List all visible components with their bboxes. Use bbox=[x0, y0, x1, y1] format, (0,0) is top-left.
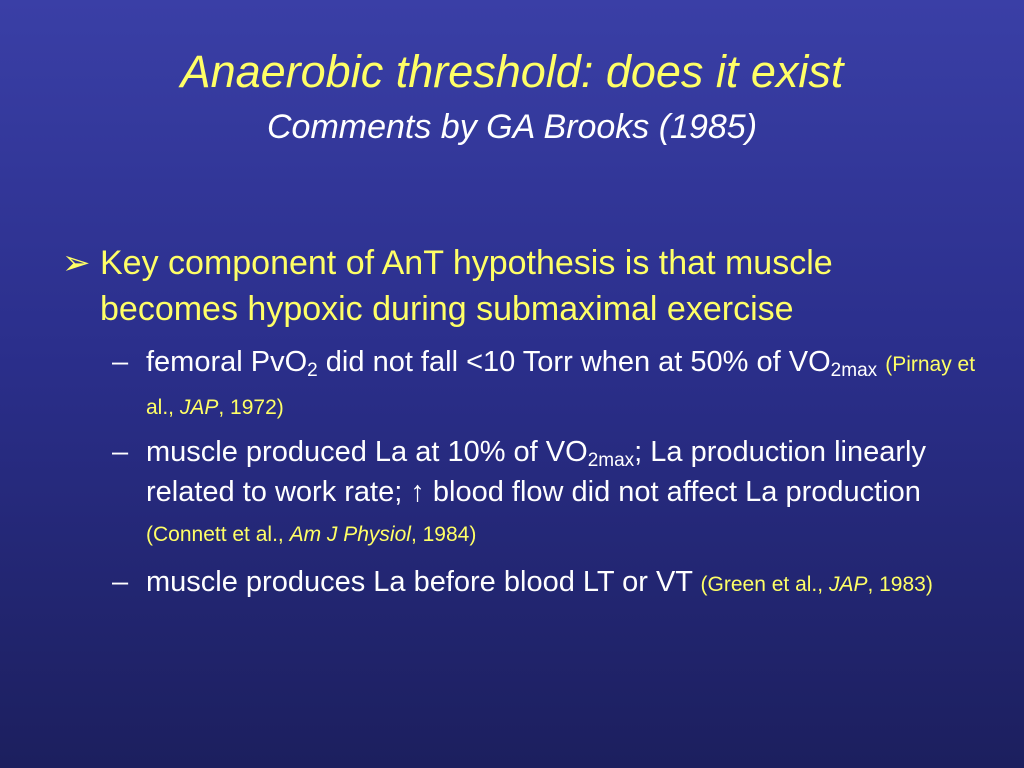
citation-journal: JAP bbox=[828, 573, 868, 596]
citation-text: , 1984) bbox=[410, 523, 477, 546]
citation-journal: Am J Physiol bbox=[289, 523, 411, 546]
sub-bullet-3-text bbox=[146, 562, 976, 605]
up-arrow-icon: ↑ bbox=[410, 476, 425, 508]
sub-bullet-2-text bbox=[146, 432, 976, 555]
citation-text: , 1972) bbox=[218, 396, 284, 419]
text-run: muscle produced La at 10% of VO bbox=[146, 436, 588, 468]
citation-text: (Green et al., bbox=[700, 573, 829, 596]
dash-icon: – bbox=[112, 346, 129, 378]
citation-text: (Connett et al., bbox=[146, 523, 290, 546]
subscript: 2 bbox=[307, 360, 318, 381]
main-bullet-text: Key component of AnT hypothesis is that muscle becomes hypoxic during submaximal exercise bbox=[100, 244, 833, 328]
text-run: did not fall <10 Torr when at 50% of VO bbox=[317, 346, 831, 378]
slide-title: Anaerobic threshold: does it exist bbox=[180, 46, 844, 97]
dash-icon: – bbox=[112, 566, 129, 598]
dash-icon: – bbox=[112, 436, 129, 468]
subscript: 2max bbox=[830, 360, 878, 381]
text-run: femoral PvO bbox=[146, 346, 308, 378]
sub-bullet-1-text bbox=[146, 342, 976, 428]
subscript: 2max bbox=[587, 450, 635, 471]
citation bbox=[146, 523, 476, 546]
slide-subtitle: Comments by GA Brooks (1985) bbox=[266, 108, 758, 146]
text-run: blood flow did not affect La production bbox=[424, 476, 921, 508]
citation-text: , 1983) bbox=[867, 573, 933, 596]
citation-text: (Pirnay et al., bbox=[146, 353, 976, 419]
citation bbox=[701, 573, 933, 596]
text-run: muscle produces La before blood LT or VT bbox=[146, 566, 701, 598]
citation-journal: JAP bbox=[179, 396, 219, 419]
text-run: ; La production linearly related to work rate; bbox=[146, 436, 926, 508]
arrow-bullet-icon: ➢ bbox=[62, 244, 91, 282]
